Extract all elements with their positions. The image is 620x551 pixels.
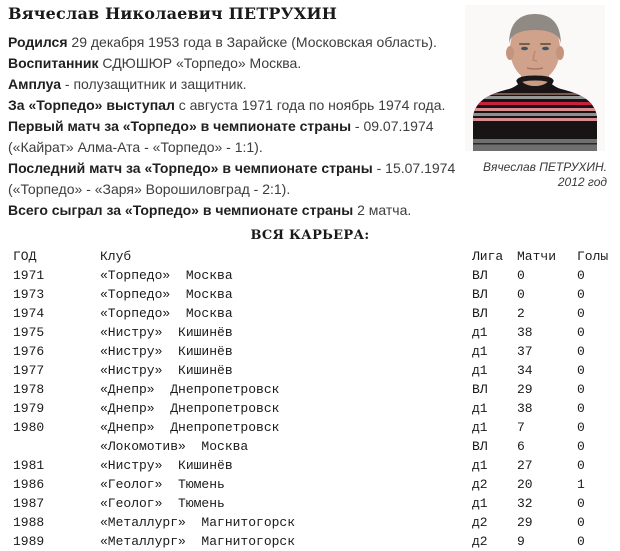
career-cell-goals: 0	[577, 534, 585, 549]
career-heading: ВСЯ КАРЬЕРА:	[250, 228, 370, 243]
career-header-row	[13, 247, 620, 266]
career-cell-goals: 0	[577, 496, 585, 511]
career-cell-year: 1978	[13, 382, 45, 397]
career-row	[13, 399, 620, 418]
bio-label: Последний матч за «Торпедо» в чемпионате страны	[8, 160, 373, 176]
career-row	[13, 361, 620, 380]
career-cell-year: 1979	[13, 401, 45, 416]
career-row	[13, 513, 620, 532]
career-row	[13, 380, 620, 399]
career-cell-league: д1	[472, 344, 488, 359]
bio-section	[8, 32, 460, 221]
bio-line-position	[8, 74, 460, 95]
career-row	[13, 475, 620, 494]
career-cell-matches: 7	[517, 420, 525, 435]
career-cell-matches: 29	[517, 382, 533, 397]
career-cell-club: «Торпедо» Москва	[100, 287, 233, 302]
career-cell-matches: 29	[517, 515, 533, 530]
career-row	[13, 494, 620, 513]
career-cell-matches: 6	[517, 439, 525, 454]
career-cell-club: «Днепр» Днепропетровск	[100, 420, 280, 435]
career-cell-matches: 20	[517, 477, 533, 492]
career-cell-year: 1987	[13, 496, 45, 511]
bio-value: СДЮШЮР «Торпедо» Москва.	[98, 55, 302, 71]
career-cell-goals: 0	[577, 458, 585, 473]
career-cell-league: д2	[472, 477, 488, 492]
career-cell-league: д1	[472, 363, 488, 378]
bio-label: Амплуа	[8, 76, 62, 92]
bio-value: - 15.07.1974 («Торпедо» - «Заря» Ворошиловград - 2:1).	[8, 160, 456, 197]
career-cell-goals: 1	[577, 477, 585, 492]
career-cell-goals: 0	[577, 363, 585, 378]
career-cell-league: д2	[472, 534, 488, 549]
career-col-club: Клуб	[100, 249, 132, 264]
career-col-year: ГОД	[13, 249, 37, 264]
career-cell-league: ВЛ	[472, 268, 488, 283]
career-cell-goals: 0	[577, 420, 585, 435]
career-cell-league: ВЛ	[472, 306, 488, 321]
career-cell-year: 1974	[13, 306, 45, 321]
career-row	[13, 285, 620, 304]
career-table	[13, 247, 620, 551]
career-col-goals: Голы	[577, 249, 609, 264]
career-cell-goals: 0	[577, 268, 585, 283]
career-cell-club: «Днепр» Днепропетровск	[100, 382, 280, 397]
career-row	[13, 532, 620, 551]
career-cell-goals: 0	[577, 287, 585, 302]
bio-label: Родился	[8, 34, 68, 50]
bio-line-total	[8, 200, 460, 221]
career-row	[13, 266, 620, 285]
career-cell-club: «Днепр» Днепропетровск	[100, 401, 280, 416]
career-cell-club: «Локомотив» Москва	[100, 439, 249, 454]
career-cell-year: 1973	[13, 287, 45, 302]
career-cell-goals: 0	[577, 515, 585, 530]
bio-line-youth	[8, 53, 460, 74]
bio-value: - полузащитник и защитник.	[61, 76, 247, 92]
career-cell-league: ВЛ	[472, 287, 488, 302]
career-cell-club: «Нистру» Кишинёв	[100, 458, 233, 473]
career-cell-club: «Нистру» Кишинёв	[100, 344, 233, 359]
career-cell-league: д1	[472, 496, 488, 511]
career-cell-matches: 9	[517, 534, 525, 549]
career-cell-year: 1989	[13, 534, 45, 549]
bio-value: 29 декабря 1953 года в Зарайске (Московская область).	[67, 34, 437, 50]
career-cell-year: 1975	[13, 325, 45, 340]
bio-value: 2 матча.	[353, 202, 412, 218]
bio-label: Всего сыграл за «Торпедо» в чемпионате страны	[8, 202, 354, 218]
career-cell-club: «Металлург» Магнитогорск	[100, 515, 296, 530]
page-title: Вячеслав Николаевич ПЕТРУХИН	[8, 4, 338, 23]
career-cell-goals: 0	[577, 439, 585, 454]
bio-value: с августа 1971 года по ноябрь 1974 года.	[174, 97, 446, 113]
bio-value: - 09.07.1974 («Кайрат» Алма-Ата - «Торпедо» - 1:1).	[8, 118, 434, 155]
career-row	[13, 342, 620, 361]
career-row	[13, 456, 620, 475]
career-cell-club: «Геолог» Тюмень	[100, 477, 225, 492]
career-cell-league: д1	[472, 325, 488, 340]
career-cell-matches: 38	[517, 401, 533, 416]
career-cell-league: ВЛ	[472, 382, 488, 397]
career-cell-league: ВЛ	[472, 439, 488, 454]
player-photo	[465, 5, 605, 151]
bio-line-period	[8, 95, 460, 116]
career-cell-club: «Нистру» Кишинёв	[100, 325, 233, 340]
career-cell-year: 1977	[13, 363, 45, 378]
career-cell-matches: 0	[517, 287, 525, 302]
career-cell-year: 1976	[13, 344, 45, 359]
career-cell-league: д2	[472, 515, 488, 530]
career-cell-year: 1980	[13, 420, 45, 435]
career-col-league: Лига	[472, 249, 504, 264]
career-cell-matches: 32	[517, 496, 533, 511]
career-cell-year: 1988	[13, 515, 45, 530]
career-cell-club: «Торпедо» Москва	[100, 306, 233, 321]
career-cell-goals: 0	[577, 325, 585, 340]
career-cell-club: «Торпедо» Москва	[100, 268, 233, 283]
career-cell-league: д1	[472, 458, 488, 473]
photo-caption	[447, 160, 607, 190]
photo-caption-line1: Вячеслав ПЕТРУХИН.	[483, 160, 607, 174]
career-cell-matches: 27	[517, 458, 533, 473]
career-cell-matches: 0	[517, 268, 525, 283]
career-cell-matches: 2	[517, 306, 525, 321]
bio-label: Воспитанник	[8, 55, 99, 71]
career-cell-year: 1971	[13, 268, 45, 283]
career-cell-goals: 0	[577, 344, 585, 359]
career-cell-league: д1	[472, 401, 488, 416]
career-col-matches: Матчи	[517, 249, 557, 264]
career-cell-goals: 0	[577, 382, 585, 397]
career-cell-matches: 37	[517, 344, 533, 359]
bio-line-first-match	[8, 116, 460, 158]
bio-label: За «Торпедо» выступал	[8, 97, 175, 113]
career-cell-club: «Металлург» Магнитогорск	[100, 534, 296, 549]
bio-line-born	[8, 32, 460, 53]
career-cell-club: «Нистру» Кишинёв	[100, 363, 233, 378]
career-row	[13, 437, 620, 456]
career-row	[13, 304, 620, 323]
bio-label: Первый матч за «Торпедо» в чемпионате страны	[8, 118, 352, 134]
career-cell-goals: 0	[577, 306, 585, 321]
career-cell-goals: 0	[577, 401, 585, 416]
career-cell-matches: 38	[517, 325, 533, 340]
career-cell-league: д1	[472, 420, 488, 435]
career-cell-matches: 34	[517, 363, 533, 378]
career-cell-year: 1986	[13, 477, 45, 492]
career-cell-year	[13, 437, 100, 456]
photo-caption-line2: 2012 год	[557, 175, 607, 189]
career-row	[13, 418, 620, 437]
career-cell-year: 1981	[13, 458, 45, 473]
career-row	[13, 323, 620, 342]
bio-line-last-match	[8, 158, 460, 200]
player-photo-image	[465, 5, 605, 151]
career-cell-club: «Геолог» Тюмень	[100, 496, 225, 511]
